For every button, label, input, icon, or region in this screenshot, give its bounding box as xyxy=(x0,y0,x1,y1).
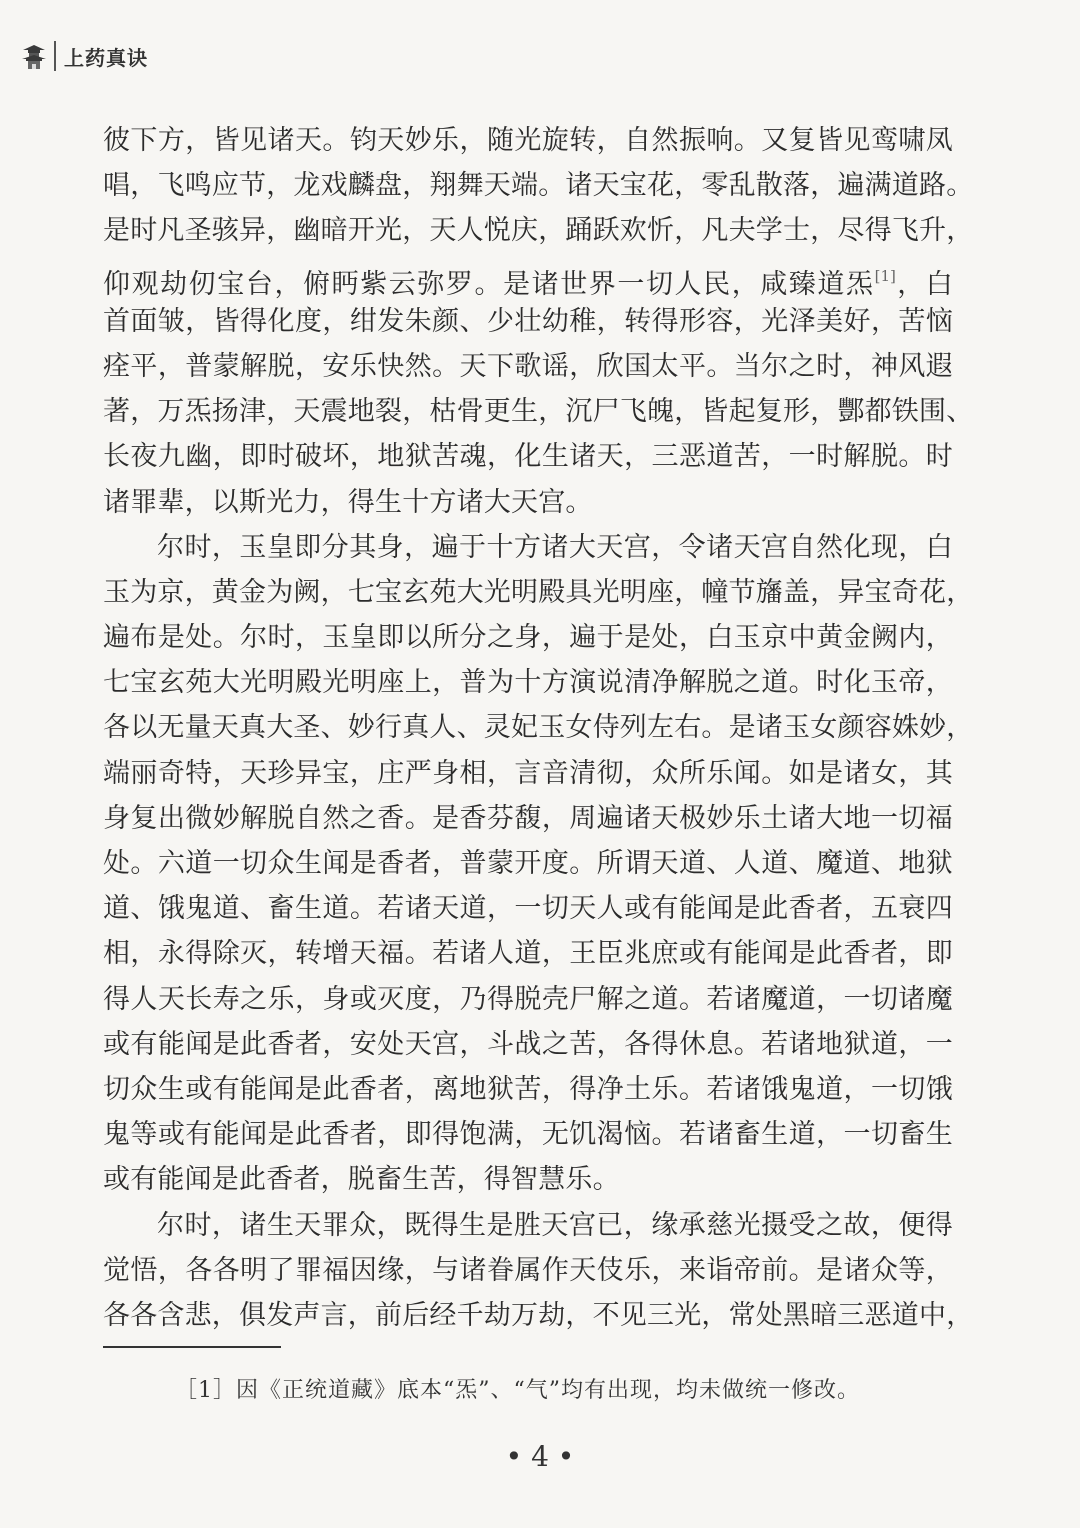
line-text: 痊平，普蒙解脱，安乐快然。天下歌谣，欣国太平。当尔之时，神风遐 xyxy=(103,350,953,382)
line-text-continuation: ，白 xyxy=(895,268,953,300)
line-text: 彼下方，皆见诸天。钧天妙乐，随光旋转，自然振响。又复皆见鸾啸凤 xyxy=(103,125,953,156)
header-divider xyxy=(54,41,56,71)
page-number: • 4 • xyxy=(505,1440,575,1473)
text-line xyxy=(103,705,974,750)
text-line xyxy=(103,434,953,479)
text-line xyxy=(103,1067,953,1112)
text-line xyxy=(103,841,953,886)
book-title: 上药真诀 xyxy=(64,45,148,70)
text-line xyxy=(103,1203,953,1248)
text-line xyxy=(103,931,953,976)
line-text: 著，万炁扬津，天震地裂，枯骨更生，沉尸飞魄，皆起复形，酆都铁围、 xyxy=(103,396,974,428)
text-line xyxy=(103,208,974,253)
pagoda-logo-icon xyxy=(20,41,48,71)
text-line xyxy=(103,796,953,841)
line-text: 尔时，诸生天罪众，既得生是胜天宫已，缘承慈光摄受之故，便得 xyxy=(157,1209,953,1241)
text-line xyxy=(103,751,953,796)
line-text: 端丽奇特，天珍异宝，庄严身相，言音清彻，众所乐闻。如是诸女，其 xyxy=(103,757,953,789)
body-text xyxy=(103,118,974,1338)
line-text: 切众生或有能闻是此香者，离地狱苦，得净土乐。若诸饿鬼道，一切饿 xyxy=(103,1073,953,1105)
line-text: 鬼等或有能闻是此香者，即得饱满，无饥渴恼。若诸畜生道，一切畜生 xyxy=(103,1119,953,1151)
text-line xyxy=(103,118,953,163)
text-line xyxy=(103,299,953,344)
line-text: 得人天长寿之乐，身或灭度，乃得脱壳尸解之道。若诸魔道，一切诸魔 xyxy=(103,983,953,1015)
line-text: 玉为京，黄金为阙，七宝玄苑大光明殿具光明座，幢节旛盖，异宝奇花， xyxy=(103,576,974,608)
line-text: 相，永得除灭，转增天福。若诸人道，王臣兆庶或有能闻是此香者，即 xyxy=(103,938,953,970)
line-text: 是时凡圣骇异，幽暗开光，天人悦庆，踊跃欢忻，凡夫学士，尽得飞升， xyxy=(103,215,974,247)
text-line xyxy=(103,525,953,570)
text-line xyxy=(103,1022,953,1067)
line-text: 处。六道一切众生闻是香者，普蒙开度。所谓天道、人道、魔道、地狱 xyxy=(103,848,953,879)
text-line xyxy=(103,163,974,208)
text-line xyxy=(103,1293,974,1338)
text-line xyxy=(103,1157,953,1202)
line-text: 或有能闻是此香者，安处天宫，斗战之苦，各得休息。若诸地狱道，一 xyxy=(103,1028,953,1060)
text-line xyxy=(103,886,953,931)
footnote-reference: [1] xyxy=(874,266,896,285)
running-header xyxy=(20,38,148,74)
line-text: 唱，飞鸣应节，龙戏麟盘，翔舞天端。诸天宝花，零乱散落，遍满道路。 xyxy=(103,170,974,202)
footnote-divider xyxy=(103,1346,281,1348)
line-text: 各以无量天真大圣、妙行真人、灵妃玉女侍列左右。是诸玉女颜容姝妙， xyxy=(103,712,974,744)
text-line xyxy=(103,1248,953,1293)
text-line xyxy=(103,615,953,660)
text-line xyxy=(103,660,953,705)
text-line xyxy=(103,254,953,299)
line-text: 长夜九幽，即时破坏，地狱苦魂，化生诸天，三恶道苦，一时解脱。时 xyxy=(103,441,953,473)
line-text: 觉悟，各各明了罪福因缘，与诸眷属作天伎乐，来诣帝前。是诸众等， xyxy=(103,1254,953,1286)
line-text: 诸罪辈，以斯光力，得生十方诸大天宫。 xyxy=(103,486,593,518)
line-text: 七宝玄苑大光明殿光明座上，普为十方演说清净解脱之道。时化玉帝， xyxy=(103,667,953,699)
line-text: 遍布是处。尔时，玉皇即以所分之身，遍于是处，白玉京中黄金阙内， xyxy=(103,622,953,654)
line-text: 或有能闻是此香者，脱畜生苦，得智慧乐。 xyxy=(103,1164,620,1196)
line-text: 道、饿鬼道、畜生道。若诸天道，一切天人或有能闻是此香者，五衰四 xyxy=(103,893,953,925)
text-line xyxy=(103,389,974,434)
line-text: 首面皱，皆得化度，绀发朱颜、少壮幼稚，转得形容，光泽美好，苦恼 xyxy=(103,305,953,337)
line-text: 各各含悲，俱发声言，前后经千劫万劫，不见三光，常处黑暗三恶道中， xyxy=(103,1299,974,1331)
line-text: 仰观劫仞宝台，俯眄紫云弥罗。是诸世界一切人民，咸臻道炁 xyxy=(103,268,875,300)
footnote: ［1］因《正统道藏》底本“炁”、“气”均有出现，均未做统一修改。 xyxy=(175,1378,860,1403)
text-line xyxy=(103,344,953,389)
text-line xyxy=(103,570,974,615)
line-text: 身复出微妙解脱自然之香。是香芬馥，周遍诸天极妙乐土诸大地一切福 xyxy=(103,802,953,834)
line-text: 尔时，玉皇即分其身，遍于十方诸大天宫，令诸天宫自然化现，白 xyxy=(157,531,953,563)
text-line xyxy=(103,977,953,1022)
text-line xyxy=(103,480,953,525)
text-line xyxy=(103,1112,953,1157)
